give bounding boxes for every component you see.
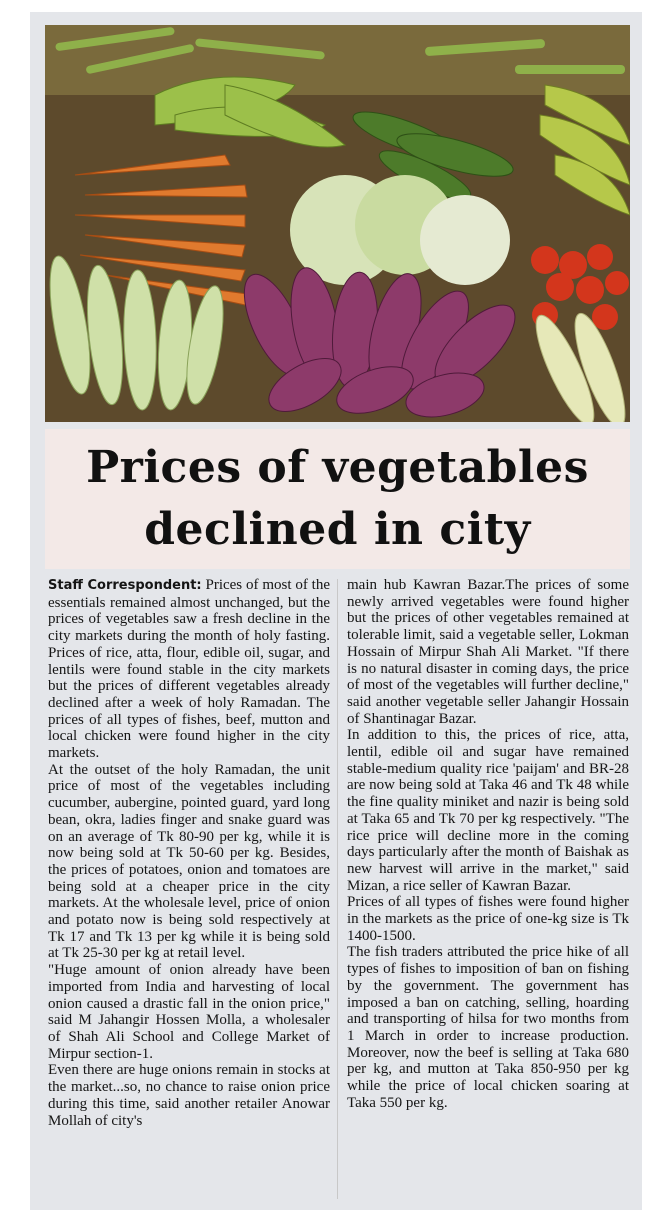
paragraph: In addition to this, the prices of rice, atta, lentil, edible oil and sugar have remained stable-medium quality rice 'paijam' and BR-28 are now being sold at Taka 46 and Tk 48 while the fine quality miniket and nazir is being sold at Taka 65 and Tk 70 per kg respectively. "The rice price will decline more in the coming days particularly after the month of Baishak as new harvest will arrive in the market," said Mizan, a rice seller of Kawran Bazar. (347, 727, 629, 894)
paragraph: Prices of all types of fishes were found higher in the markets as the price of one-kg size is Tk 1400-1500. (347, 894, 629, 944)
paragraph-text: Prices of most of the essentials remained almost unchanged, but the prices of vegetables saw a fresh decline in the city markets during the month of holy fasting. Prices of rice, atta, flour, edible oil, sugar, and lentils were found stable in the city markets but the prices of different vegetables already declined after a week of holy Ramadan. The prices of all types of fishes, beef, mutton and local chicken were found higher in the city markets. (48, 577, 330, 762)
vegetable-market-photo (45, 25, 630, 422)
paragraph: Even there are huge onions remain in stocks at the market...so, no chance to raise onion price during this time, said another retailer Anowar Mollah of city's (48, 1062, 330, 1129)
paragraph: The fish traders attributed the price hike of all types of fishes to imposition of ban on fishing by the government. The government has imposed a ban on catching, selling, hoarding and transporting of hilsa for two months from 1 March in order to increase production. Moreover, now the beef is selling at Taka 680 per kg, and mutton at Taka 850-950 per kg while the price of local chicken soaring at Taka 550 per kg. (347, 944, 629, 1111)
byline: Staff Correspondent: (48, 578, 202, 593)
headline (45, 429, 630, 561)
headline-line-1: Prices of vegetables (86, 442, 589, 493)
paragraph (48, 577, 330, 762)
headline-box (45, 429, 630, 569)
paragraph: "Huge amount of onion already have been imported from India and harvesting of local onion caused a drastic fall in the onion price," said M Jahangir Hossen Molla, a wholesaler of Shah Ali School and College Market of Mirpur section-1. (48, 962, 330, 1062)
newspaper-clipping (30, 12, 642, 1210)
article-column-right (347, 577, 629, 1112)
paragraph: main hub Kawran Bazar.The prices of some newly arrived vegetables were found higher but the prices of other vegetables remained at tolerable limit, said a vegetable seller, Lokman Hossain of Mirpur Shah Ali Market. "If there is no natural disaster in coming days, the price of most of the vegetables will further decline," said another vegetable seller Jahangir Hossain of Shantinagar Bazar. (347, 577, 629, 727)
column-divider (337, 579, 338, 1199)
paragraph: At the outset of the holy Ramadan, the unit price of most of the vegetables including cucumber, aubergine, pointed guard, yard long bean, okra, ladies finger and snake guard was on an average of Tk 80-90 per kg, while it is now being sold at Tk 50-60 per kg. Besides, the prices of potatoes, onion and tomatoes are being sold at a cheaper price in the city markets. At the wholesale level, price of onion and potato now is being sold respectively at Tk 17 and Tk 13 per kg while it is being sold at Tk 25-30 per kg at retail level. (48, 761, 330, 962)
vegetable-photo-illustration (45, 25, 630, 422)
article-column-left (48, 577, 330, 1129)
headline-line-2: declined in city (144, 504, 531, 555)
